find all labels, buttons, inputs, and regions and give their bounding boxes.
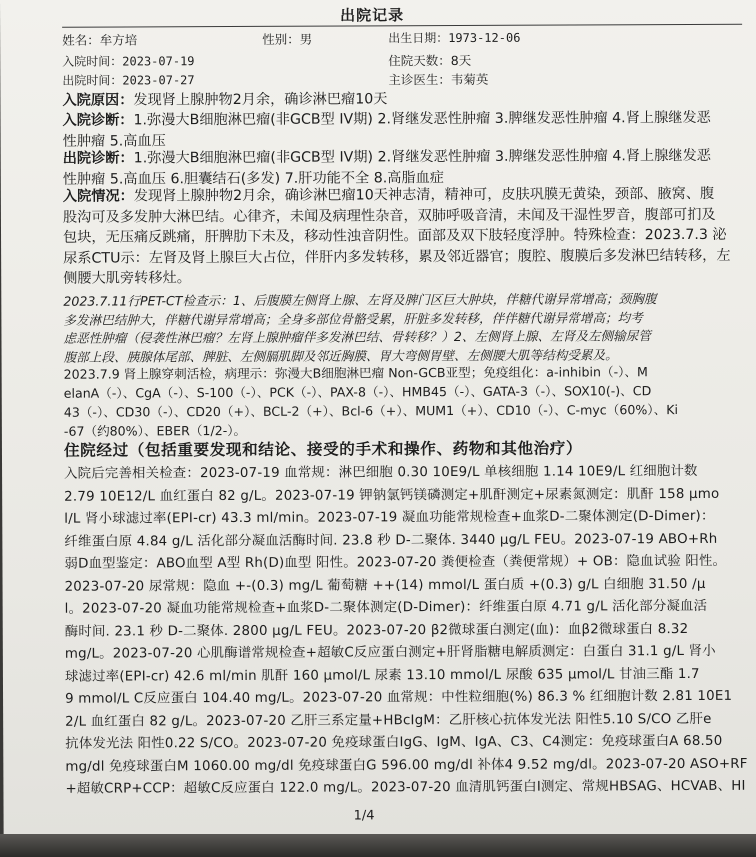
admission-reason-label: 入院原因： (62, 92, 134, 109)
admission-diagnosis-label: 入院诊断： (62, 112, 134, 129)
admission-reason-text: 发现肾上腺肿物2月余，确诊淋巴瘤10天 (133, 91, 388, 109)
admission-status-line: 尿系CTU示：左肾及肾上腺巨大占位，伴肝内多发转移，累及邻近器官；腹腔、腹膜后多发淋巴结转移，左 (63, 247, 731, 267)
biopsy-line: elanA（-）、CgA（-）、S-100（-）、PCK（-）、PAX-8（-）、HMB45（-）、GATA-3（-）、SOX10(-)、CD (63, 383, 652, 401)
admission-status-line: 发现肾上腺肿物2月余，确诊淋巴瘤10天神志清，精神可，皮肤巩膜无黄染，颈部、腋窝、腹 (133, 185, 715, 205)
header-divider (62, 24, 742, 28)
discharge-diagnosis-label: 出院诊断： (62, 150, 134, 167)
patient-name: 姓名：牟方培 (62, 32, 138, 48)
stay-days: 住院天数：8天 (388, 52, 472, 69)
course-line: 2/L 血红蛋白 82 g/L。2023-07-20 乙肝三系定量+HBcIgM：乙肝核心抗体发光法 阳性5.10 S/CO 乙肝e (65, 711, 712, 730)
discharge-diagnosis-line: 性肿瘤 5.高血压 6.胆囊结石(多发) 7.肝功能不全 8.高脂血症 (62, 169, 445, 188)
course-line: mg/L。2023-07-20 心肌酶谱常规检查+超敏C反应蛋白测定+肝肾脂糖电解质测定：白蛋白 31.1 g/L 肾小 (64, 643, 716, 662)
course-line: 2.79 10E12/L 血红蛋白 82 g/L。2023-07-19 钾钠氯钙镁磷测定+肌酐测定+尿素氮测定：肌酐 158 μmo (64, 486, 720, 505)
admission-status-line: 包块，无压痛反跳痛，肝脾肋下未及，移动性浊音阴性。面部及双下肢轻度浮肿。特殊检查：2023.7.3 泌 (63, 226, 727, 246)
page-number: 1/4 (353, 808, 375, 824)
petct-findings (63, 290, 753, 367)
course-line: +超敏CRP+CCP：超敏C反应蛋白 122.0 mg/L。2023-07-20 血清肌钙蛋白Ⅰ测定、常规HBSAG、HCVAB、HI (65, 778, 746, 797)
petct-line: 腹部上段、胰腺体尾部、脾脏、左侧膈肌脚及邻近胸膜、胃大弯侧胃壁、左侧腰大肌等结构受累及。 (63, 346, 618, 365)
course-line: 2023-07-20 尿常规：隐血 +-(0.3) mg/L 葡萄糖 ++(14) mmol/L 蛋白质 +(0.3) g/L 白细胞 31.50 /μ (64, 576, 706, 595)
course-heading: 住院经过（包括重要发现和结论、接受的手术和操作、药物和其他治疗） (63, 439, 583, 460)
course-line: 球滤过率(EPI-cr) 42.6 ml/min 肌酐 160 μmol/L 尿素 13.10 mmol/L 尿酸 635 μmol/L 甘油三酯 1.7 (64, 666, 700, 685)
biopsy-line: 43（-）、CD30（-）、CD20（+）、BCL-2（+）、Bcl-6（+）、MUM1（+）、CD10（-）、C-myc（60%）、Ki (63, 402, 678, 420)
admission-status-line: 股沟可及多发肿大淋巴结。心律齐，未闻及病理性杂音，双肺呼吸音清，未闻及干湿性罗音，腹部可扪及 (62, 206, 716, 226)
petct-line: 2023.7.11行PET-CT检查示：1、后腹膜左侧肾上腺、左肾及脾门区巨大肿块，伴糖代谢异常增高；颈胸腹 (63, 291, 657, 309)
course-line: 纤维蛋白原 4.84 g/L 活化部分凝血活酶时间. 23.8 秒 D-二聚体. 3440 μg/L FEU。2023-07-19 ABO+Rh (64, 531, 718, 550)
desk-shadow (0, 834, 756, 857)
admission-status (63, 184, 743, 289)
course-text (64, 461, 755, 802)
biopsy-line: 2023.7.9 肾上腺穿刺活检，病理示：弥漫大B细胞淋巴瘤 Non-GCB亚型；免疫组化：a-inhibin（-）、M (63, 364, 648, 382)
course-line: 入院后完善相关检查：2023-07-19 血常规：淋巴细胞 0.30 10E9/L 单核细胞 1.14 10E9/L 红细胞计数 (64, 463, 698, 482)
course-line: 9 mmol/L C反应蛋白 104.40 mg/L。2023-07-20 血常规：中性粒细胞(%) 86.3 % 红细胞计数 2.81 10E1 (65, 688, 733, 707)
course-line: l。2023-07-20 凝血功能常规检查+血浆D-二聚体测定(D-Dimer)：纤维蛋白原 4.71 g/L 活化部分凝血活 (64, 598, 708, 617)
course-line: l/L 肾小球滤过率(EPI-cr) 43.3 ml/min。2023-07-19 凝血功能常规检查+血浆D-二聚体测定(D-Dimer)： (64, 508, 715, 527)
course-line: 酶时间. 23.1 秒 D-二聚体. 2800 μg/L FEU。2023-07-20 β2微球蛋白测定(血)：血β2微球蛋白 8.32 (64, 621, 689, 640)
admission-diagnosis (62, 108, 742, 152)
petct-line: 多发淋巴结肿大，伴糖代谢异常增高；全身多部位骨骼受累，肝脏多发转移，伴伴糖代谢异常增高；均考 (63, 309, 643, 328)
admission-status-line: 侧腰大肌旁转移灶。 (63, 270, 191, 287)
admit-date: 入院时间：2023-07-19 (62, 54, 195, 69)
patient-dob: 出生日期：1973-12-06 (388, 30, 521, 46)
petct-line: 虑恶性肿瘤（侵袭性淋巴瘤？左肾上腺肿瘤伴多发淋巴结、骨转移？）2、左侧肾上腺、左肾及左侧输尿管 (63, 328, 651, 346)
course-line: 抗体发光法 阳性0.22 S/CO。2023-07-20 免疫球蛋白IgG、IgM、IgA、C3、C4测定：免疫球蛋白A 68.50 (65, 733, 723, 752)
biopsy-line: -67（约80%）、EBER（1/2-）。 (63, 422, 247, 439)
biopsy-findings (64, 362, 754, 441)
course-line: 弱D血型鉴定：ABO血型 A型 Rh(D)血型 阳性。2023-07-20 粪便检查（粪便常规）+ OB：隐血试验 阳性。 (64, 553, 727, 572)
admission-status-label: 入院情况： (62, 188, 134, 205)
discharge-diagnosis-line: 1.弥漫大B细胞淋巴瘤(非GCB型 IV期) 2.肾继发恶性肿瘤 3.脾继发恶性肿瘤 4.肾上腺继发恶 (133, 147, 712, 167)
admission-diagnosis-line: 1.弥漫大B细胞淋巴瘤(非GCB型 IV期) 2.肾继发恶性肿瘤 3.脾继发恶性肿瘤 4.肾上腺继发恶 (133, 109, 711, 129)
discharge-diagnosis (63, 146, 743, 190)
discharge-date: 出院时间：2023-07-27 (62, 73, 195, 88)
document-title: 出院记录 (340, 6, 405, 25)
admission-diagnosis-line: 性肿瘤 5.高血压 (62, 132, 166, 150)
patient-sex: 性别：男 (262, 31, 313, 47)
course-line: mg/dl 免疫球蛋白M 1060.00 mg/dl 免疫球蛋白G 596.00 mg/dl 补体4 9.52 mg/dl。2023-07-20 ASO+RF (65, 756, 748, 775)
attending-doctor: 主诊医生：韦菊英 (388, 71, 489, 88)
